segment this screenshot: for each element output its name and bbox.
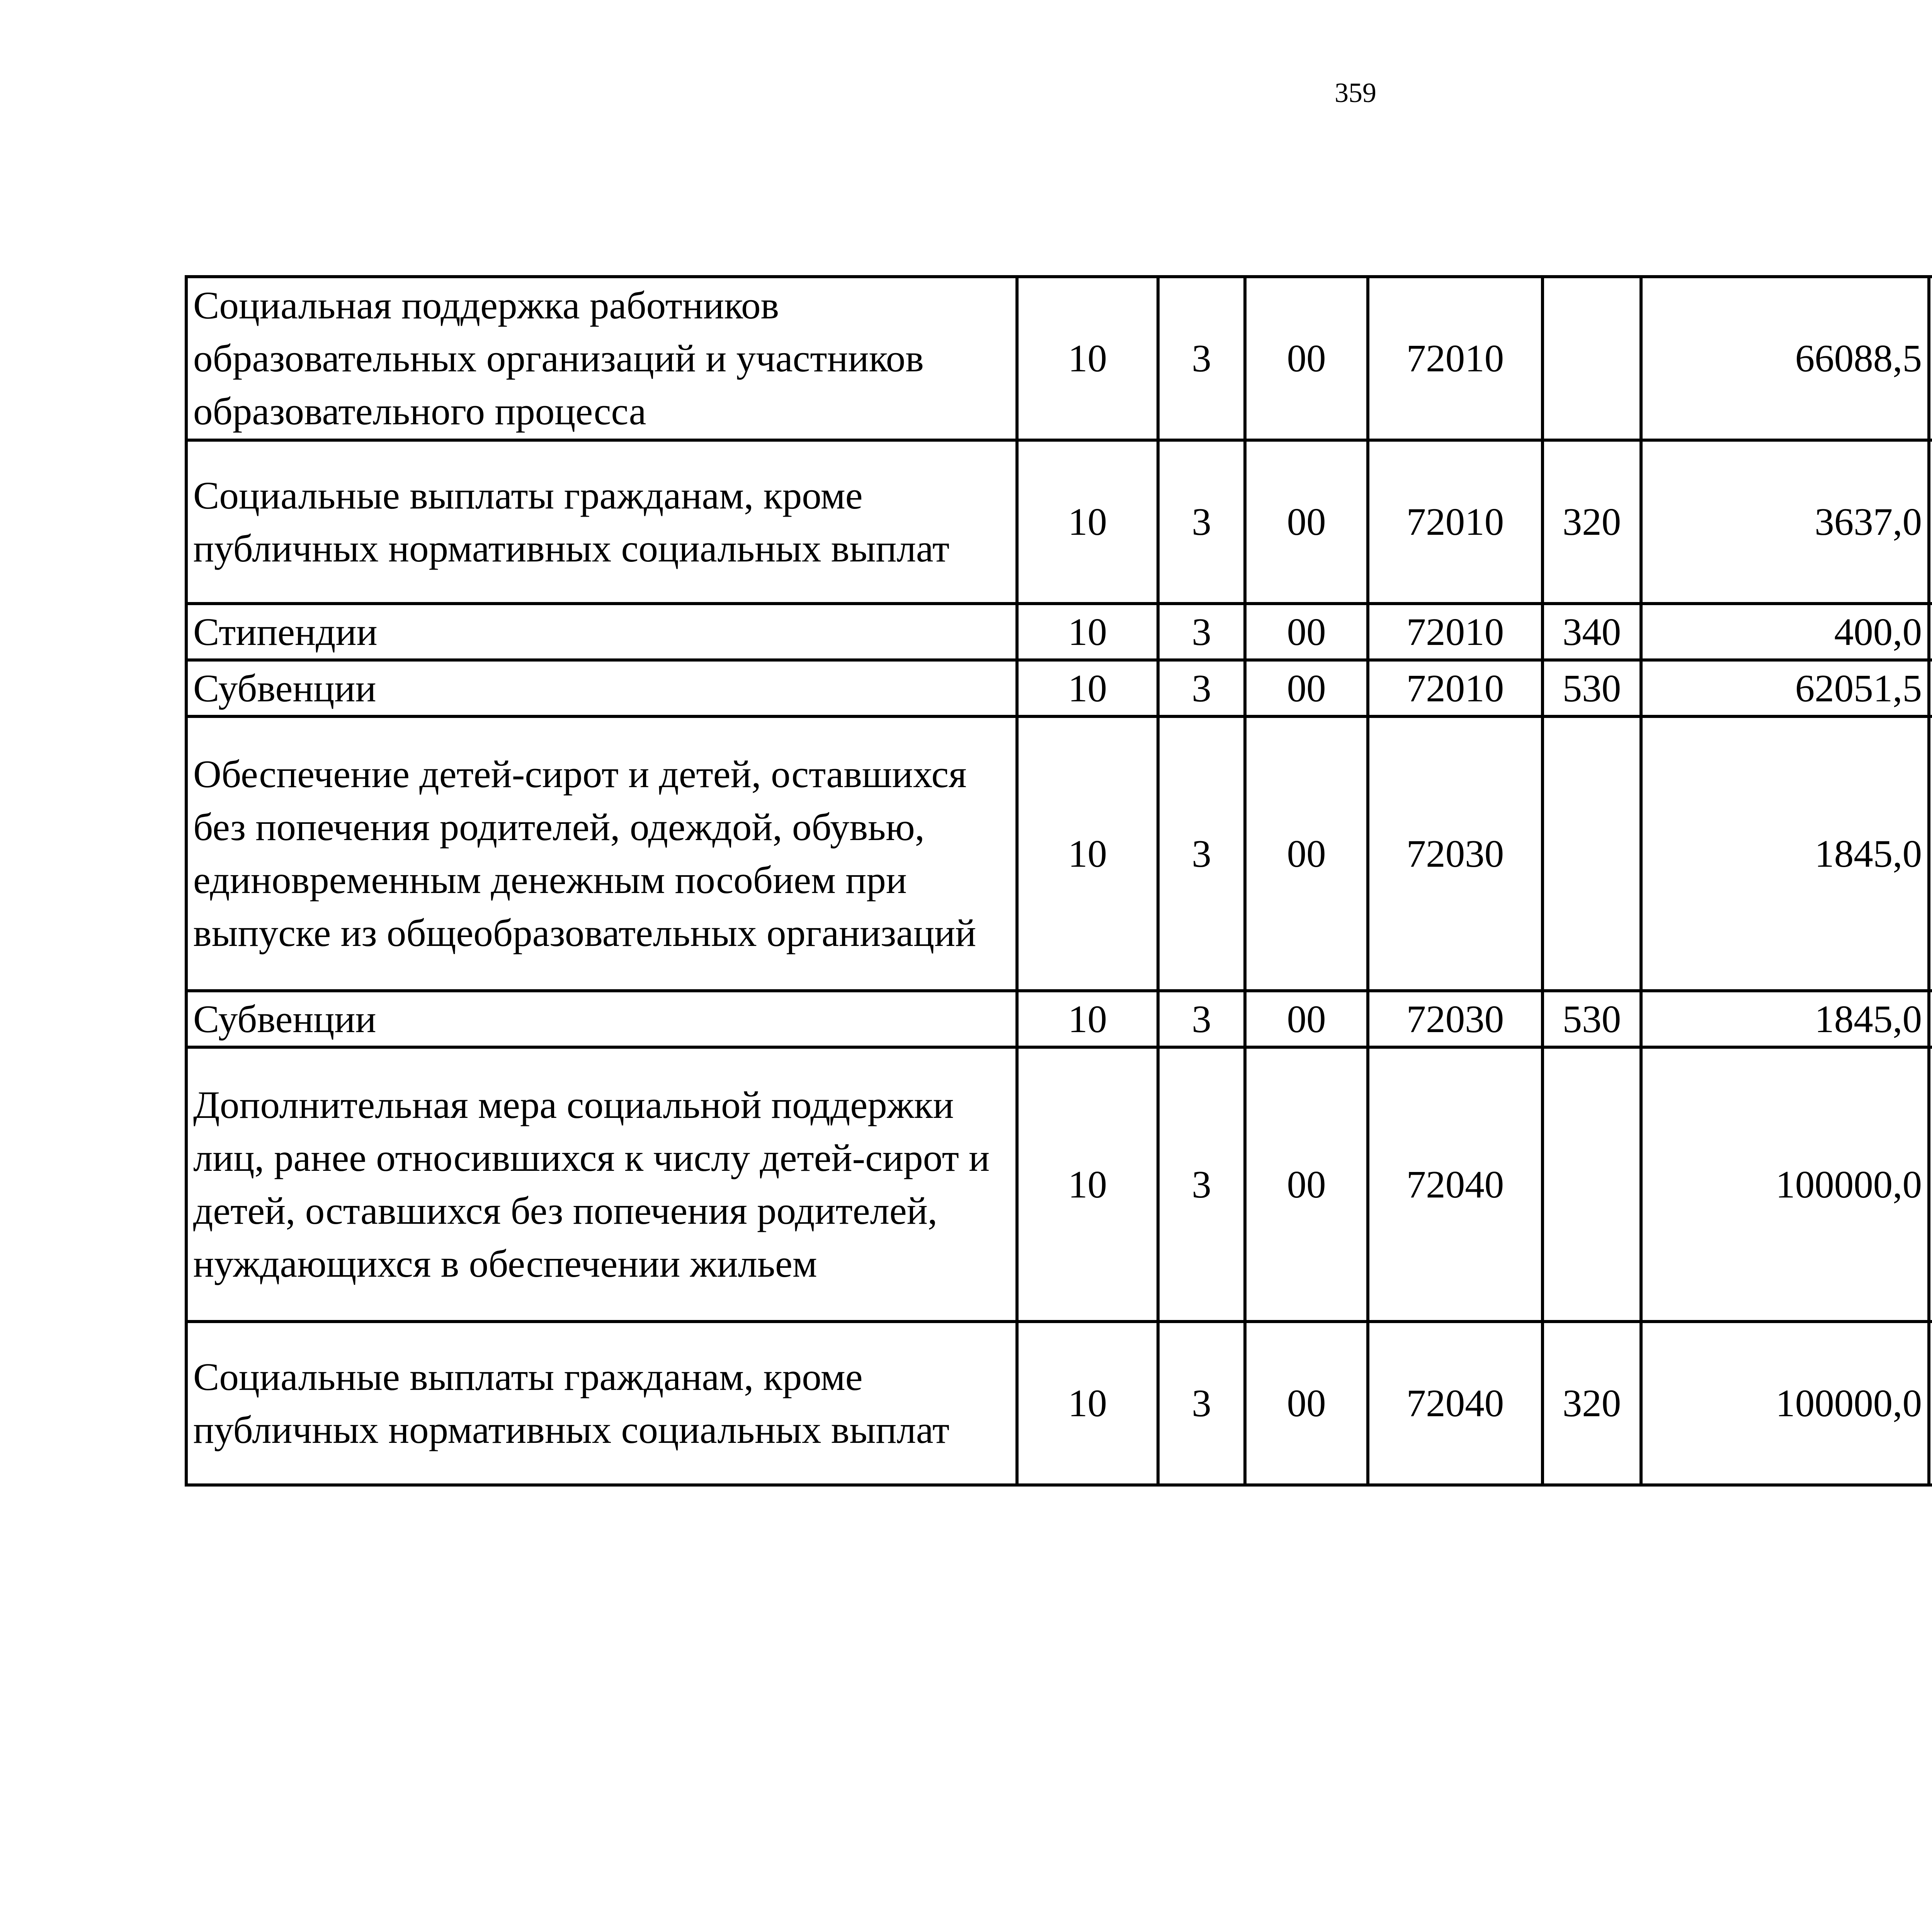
direction-code: 72010 bbox=[1368, 604, 1543, 660]
section-code: 10 bbox=[1017, 716, 1158, 991]
direction-code: 72010 bbox=[1368, 440, 1543, 604]
row-description: Субвенции bbox=[186, 660, 1017, 716]
budget-table bbox=[185, 275, 1932, 1487]
amount-year-2 bbox=[1929, 660, 1932, 716]
section-code: 10 bbox=[1017, 991, 1158, 1047]
expense-type-code: 530 bbox=[1543, 991, 1641, 1047]
program-code: 00 bbox=[1245, 1322, 1368, 1485]
direction-code: 72010 bbox=[1368, 277, 1543, 440]
program-code: 00 bbox=[1245, 440, 1368, 604]
expense-type-code: 320 bbox=[1543, 1322, 1641, 1485]
amount-year-1: 3637,0 bbox=[1641, 440, 1929, 604]
expense-type-code bbox=[1543, 1047, 1641, 1322]
amount-year-1: 62051,5 bbox=[1641, 660, 1929, 716]
subsection-code: 3 bbox=[1158, 1322, 1245, 1485]
amount-year-1: 1845,0 bbox=[1641, 991, 1929, 1047]
expense-type-code bbox=[1543, 716, 1641, 991]
table-row bbox=[186, 1047, 1932, 1322]
amount-year-2 bbox=[1929, 604, 1932, 660]
section-code: 10 bbox=[1017, 440, 1158, 604]
amount-year-1: 100000,0 bbox=[1641, 1322, 1929, 1485]
expense-type-code: 320 bbox=[1543, 440, 1641, 604]
section-code: 10 bbox=[1017, 1047, 1158, 1322]
table-row bbox=[186, 440, 1932, 604]
direction-code: 72010 bbox=[1368, 660, 1543, 716]
program-code: 00 bbox=[1245, 716, 1368, 991]
section-code: 10 bbox=[1017, 604, 1158, 660]
table-row bbox=[186, 716, 1932, 991]
amount-year-2 bbox=[1929, 1322, 1932, 1485]
row-description: Дополнительная мера социальной поддержки лиц, ранее относившихся к числу детей-сирот и детей, оставшихся без попечения родителей, нуждающихся в обеспечении жильем bbox=[186, 1047, 1017, 1322]
subsection-code: 3 bbox=[1158, 604, 1245, 660]
amount-year-2 bbox=[1929, 991, 1932, 1047]
subsection-code: 3 bbox=[1158, 716, 1245, 991]
program-code: 00 bbox=[1245, 604, 1368, 660]
table-row bbox=[186, 1322, 1932, 1485]
program-code: 00 bbox=[1245, 1047, 1368, 1322]
program-code: 00 bbox=[1245, 991, 1368, 1047]
program-code: 00 bbox=[1245, 277, 1368, 440]
section-code: 10 bbox=[1017, 1322, 1158, 1485]
amount-year-1: 1845,0 bbox=[1641, 716, 1929, 991]
page-number: 359 bbox=[1335, 77, 1376, 108]
row-description: Социальные выплаты гражданам, кроме публичных нормативных социальных выплат bbox=[186, 1322, 1017, 1485]
amount-year-1: 100000,0 bbox=[1641, 1047, 1929, 1322]
subsection-code: 3 bbox=[1158, 1047, 1245, 1322]
row-description: Обеспечение детей-сирот и детей, оставшихся без попечения родителей, одеждой, обувью, единовременным денежным пособием при выпуске из общеобразовательных организаций bbox=[186, 716, 1017, 991]
table-row bbox=[186, 604, 1932, 660]
amount-year-1: 66088,5 bbox=[1641, 277, 1929, 440]
direction-code: 72030 bbox=[1368, 716, 1543, 991]
amount-year-2 bbox=[1929, 277, 1932, 440]
subsection-code: 3 bbox=[1158, 277, 1245, 440]
table-row bbox=[186, 991, 1932, 1047]
direction-code: 72040 bbox=[1368, 1047, 1543, 1322]
amount-year-1: 400,0 bbox=[1641, 604, 1929, 660]
amount-year-2 bbox=[1929, 716, 1932, 991]
expense-type-code bbox=[1543, 277, 1641, 440]
subsection-code: 3 bbox=[1158, 660, 1245, 716]
expense-type-code: 530 bbox=[1543, 660, 1641, 716]
table-row bbox=[186, 660, 1932, 716]
row-description: Социальная поддержка работников образовательных организаций и участников образовательного процесса bbox=[186, 277, 1017, 440]
table-row bbox=[186, 277, 1932, 440]
section-code: 10 bbox=[1017, 277, 1158, 440]
program-code: 00 bbox=[1245, 660, 1368, 716]
expense-type-code: 340 bbox=[1543, 604, 1641, 660]
subsection-code: 3 bbox=[1158, 991, 1245, 1047]
row-description: Субвенции bbox=[186, 991, 1017, 1047]
row-description: Социальные выплаты гражданам, кроме публичных нормативных социальных выплат bbox=[186, 440, 1017, 604]
direction-code: 72040 bbox=[1368, 1322, 1543, 1485]
direction-code: 72030 bbox=[1368, 991, 1543, 1047]
amount-year-2 bbox=[1929, 440, 1932, 604]
subsection-code: 3 bbox=[1158, 440, 1245, 604]
section-code: 10 bbox=[1017, 660, 1158, 716]
row-description: Стипендии bbox=[186, 604, 1017, 660]
amount-year-2 bbox=[1929, 1047, 1932, 1322]
